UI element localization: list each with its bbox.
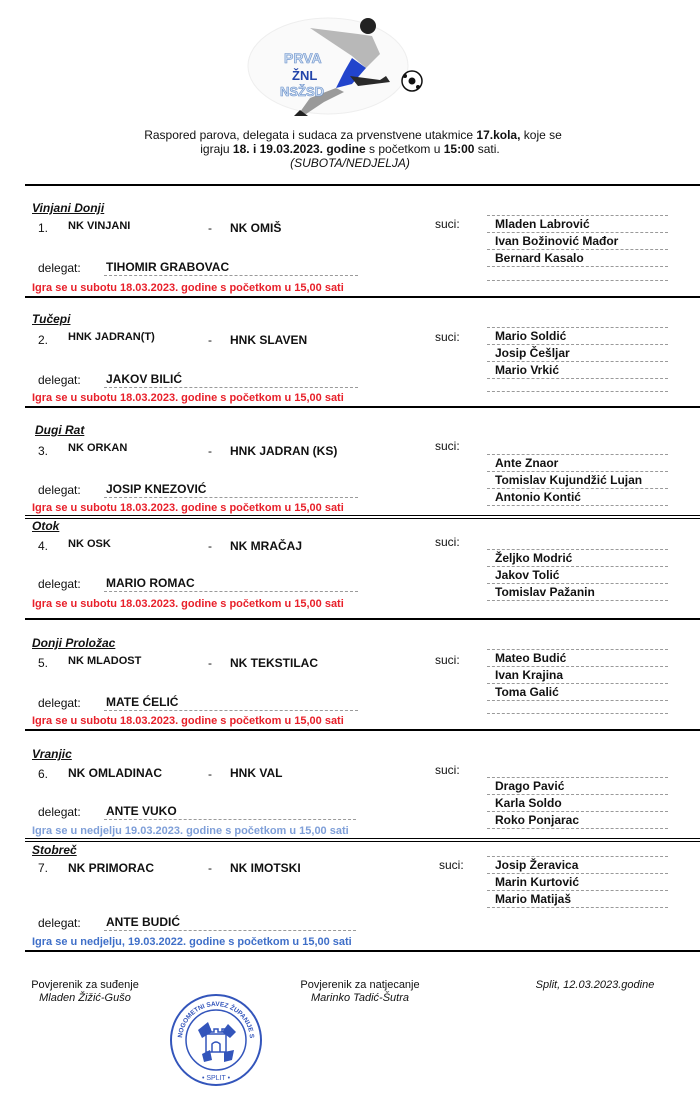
intro-text-part: Raspored parova, delegata i sudaca za prvenstvene utakmice	[144, 128, 477, 142]
divider	[25, 729, 700, 731]
competition-commissioner-name: Marinko Tadić-Šutra	[310, 992, 410, 1004]
kickoff-note: Igra se u nedjelju, 19.03.2022. godine s početkom u 15,00 sati	[32, 936, 352, 948]
referee-list	[487, 549, 668, 601]
home-team: NK OMLADINAC	[68, 766, 162, 780]
referee: Antonio Kontić	[487, 488, 668, 506]
versus-dash: -	[208, 221, 212, 235]
referees-label: suci:	[435, 330, 460, 344]
home-team: HNK JADRAN(T)	[68, 331, 155, 343]
referee: Željko Modrić	[487, 549, 668, 566]
versus-dash: -	[208, 861, 212, 875]
round-dates: 18. i 19.03.2023. godine	[232, 142, 366, 156]
referee-list	[487, 215, 668, 267]
away-team: HNK JADRAN (KS)	[230, 444, 338, 458]
divider	[25, 184, 700, 186]
referee: Mladen Labrović	[487, 215, 668, 232]
referees-label: suci:	[435, 763, 460, 777]
venue: Vinjani Donji	[32, 201, 105, 215]
away-team: NK TEKSTILAC	[230, 656, 318, 670]
referee: Ivan Krajina	[487, 666, 668, 683]
intro-line-2	[0, 142, 700, 156]
home-team: NK ORKAN	[68, 442, 128, 454]
referee: Ante Znaor	[487, 454, 668, 471]
logo-text-nszsd: NSŽSD	[280, 84, 325, 99]
divider	[25, 838, 700, 842]
home-team: NK MLADOST	[68, 655, 142, 667]
intro-line-1	[0, 128, 700, 142]
intro-text-part: s početkom u	[365, 142, 444, 156]
kickoff-note: Igra se u nedjelju 19.03.2023. godine s početkom u 15,00 sati	[32, 825, 349, 837]
home-team: NK VINJANI	[68, 220, 131, 232]
delegate-name: MARIO ROMAC	[104, 576, 358, 592]
place-date	[520, 979, 670, 992]
intro-text	[0, 128, 700, 170]
venue: Vranjic	[32, 747, 72, 761]
versus-dash: -	[208, 656, 212, 670]
referees-label: suci:	[435, 535, 460, 549]
referee: Drago Pavić	[487, 777, 668, 794]
delegate-label: delegat:	[38, 916, 81, 930]
stamp-city: • SPLIT •	[201, 1075, 231, 1082]
referee: Mario Soldić	[487, 327, 668, 344]
venue: Tučepi	[32, 312, 71, 326]
blank-line	[487, 280, 668, 281]
referee-list	[487, 856, 668, 908]
match-number: 1.	[38, 221, 49, 235]
kickoff-note: Igra se u subotu 18.03.2023. godine s početkom u 15,00 sati	[32, 715, 344, 727]
logo-text-prva: PRVA	[284, 50, 322, 66]
blank-line	[487, 391, 668, 392]
competition-commissioner-title: Povjerenik za natjecanje	[300, 979, 420, 991]
delegate-label: delegat:	[38, 805, 81, 819]
blank-line	[487, 713, 668, 714]
divider	[25, 296, 700, 298]
league-logo	[240, 6, 430, 116]
referee-commissioner	[20, 979, 150, 1005]
referees-label: suci:	[435, 653, 460, 667]
referee: Josip Žeravica	[487, 856, 668, 873]
match-number: 3.	[38, 444, 49, 458]
kickoff-note: Igra se u subotu 18.03.2023. godine s početkom u 15,00 sati	[32, 502, 344, 514]
referees-label: suci:	[439, 858, 464, 872]
stamp-arc-text: NOGOMETNI SAVEZ ŽUPANIJE S	[177, 1000, 256, 1039]
delegate-name: ANTE VUKO	[104, 804, 356, 820]
delegate-name: JAKOV BILIĆ	[104, 372, 358, 388]
match-number: 6.	[38, 767, 49, 781]
delegate-name: JOSIP KNEZOVIĆ	[104, 482, 358, 498]
delegate-label: delegat:	[38, 577, 81, 591]
referee-commissioner-name: Mladen Žižić-Gušo	[39, 992, 131, 1004]
match-number: 5.	[38, 656, 49, 670]
versus-dash: -	[208, 539, 212, 553]
referee-list	[487, 327, 668, 379]
match-number: 7.	[38, 861, 49, 875]
round-number: 17.kola,	[476, 128, 521, 142]
delegate-label: delegat:	[38, 261, 81, 275]
delegate-label: delegat:	[38, 696, 81, 710]
delegate-label: delegat:	[38, 373, 81, 387]
association-stamp	[168, 992, 264, 1088]
away-team: HNK VAL	[230, 766, 283, 780]
versus-dash: -	[208, 444, 212, 458]
home-team: NK OSK	[68, 538, 111, 550]
referee-commissioner-title: Povjerenik za suđenje	[31, 979, 139, 991]
match-number: 4.	[38, 539, 49, 553]
intro-text-part: sati.	[474, 142, 500, 156]
venue: Dugi Rat	[35, 423, 85, 437]
divider	[25, 406, 700, 408]
venue: Donji Proložac	[32, 636, 116, 650]
away-team: NK OMIŠ	[230, 221, 282, 235]
delegate-name: TIHOMIR GRABOVAC	[104, 260, 358, 276]
referee: Mario Vrkić	[487, 361, 668, 379]
versus-dash: -	[208, 767, 212, 781]
referee: Tomislav Pažanin	[487, 583, 668, 601]
kickoff-time: 15:00	[443, 142, 475, 156]
referee-list	[487, 649, 668, 701]
referee: Mateo Budić	[487, 649, 668, 666]
kickoff-note: Igra se u subotu 18.03.2023. godine s početkom u 15,00 sati	[32, 282, 344, 294]
referee: Marin Kurtović	[487, 873, 668, 890]
venue: Otok	[32, 519, 60, 533]
delegate-name: MATE ĆELIĆ	[104, 695, 358, 711]
football-player-logo-icon	[240, 6, 430, 116]
referee: Toma Galić	[487, 683, 668, 701]
round-days: (SUBOTA/NEDJELJA)	[290, 156, 410, 170]
versus-dash: -	[208, 333, 212, 347]
referee: Tomislav Kujundžić Lujan	[487, 471, 668, 488]
venue: Stobreč	[32, 843, 77, 857]
place-date-text: Split, 12.03.2023.godine	[535, 979, 655, 991]
referee: Karla Soldo	[487, 794, 668, 811]
intro-text-part: koje se	[520, 128, 562, 142]
delegate-label: delegat:	[38, 483, 81, 497]
divider	[25, 950, 700, 952]
competition-commissioner	[285, 979, 435, 1005]
kickoff-note: Igra se u subotu 18.03.2023. godine s početkom u 15,00 sati	[32, 598, 344, 610]
logo-text-znl: ŽNL	[292, 68, 318, 83]
delegate-name: ANTE BUDIĆ	[104, 915, 356, 931]
referee: Bernard Kasalo	[487, 249, 668, 267]
intro-text-part: igraju	[200, 142, 233, 156]
away-team: NK IMOTSKI	[230, 861, 301, 875]
divider	[25, 515, 700, 519]
referee: Ivan Božinović Mađor	[487, 232, 668, 249]
referee-list	[487, 454, 668, 506]
referee-list	[487, 777, 668, 829]
intro-line-3	[0, 156, 700, 170]
home-team: NK PRIMORAC	[68, 861, 154, 875]
stamp-icon	[168, 992, 264, 1088]
referees-label: suci:	[435, 439, 460, 453]
away-team: HNK SLAVEN	[230, 333, 308, 347]
referees-label: suci:	[435, 217, 460, 231]
referee: Josip Češljar	[487, 344, 668, 361]
match-number: 2.	[38, 333, 49, 347]
referee: Roko Ponjarac	[487, 811, 668, 829]
kickoff-note: Igra se u subotu 18.03.2023. godine s početkom u 15,00 sati	[32, 392, 344, 404]
referee: Mario Matijaš	[487, 890, 668, 908]
divider	[25, 618, 700, 620]
away-team: NK MRAČAJ	[230, 539, 302, 553]
referee: Jakov Tolić	[487, 566, 668, 583]
